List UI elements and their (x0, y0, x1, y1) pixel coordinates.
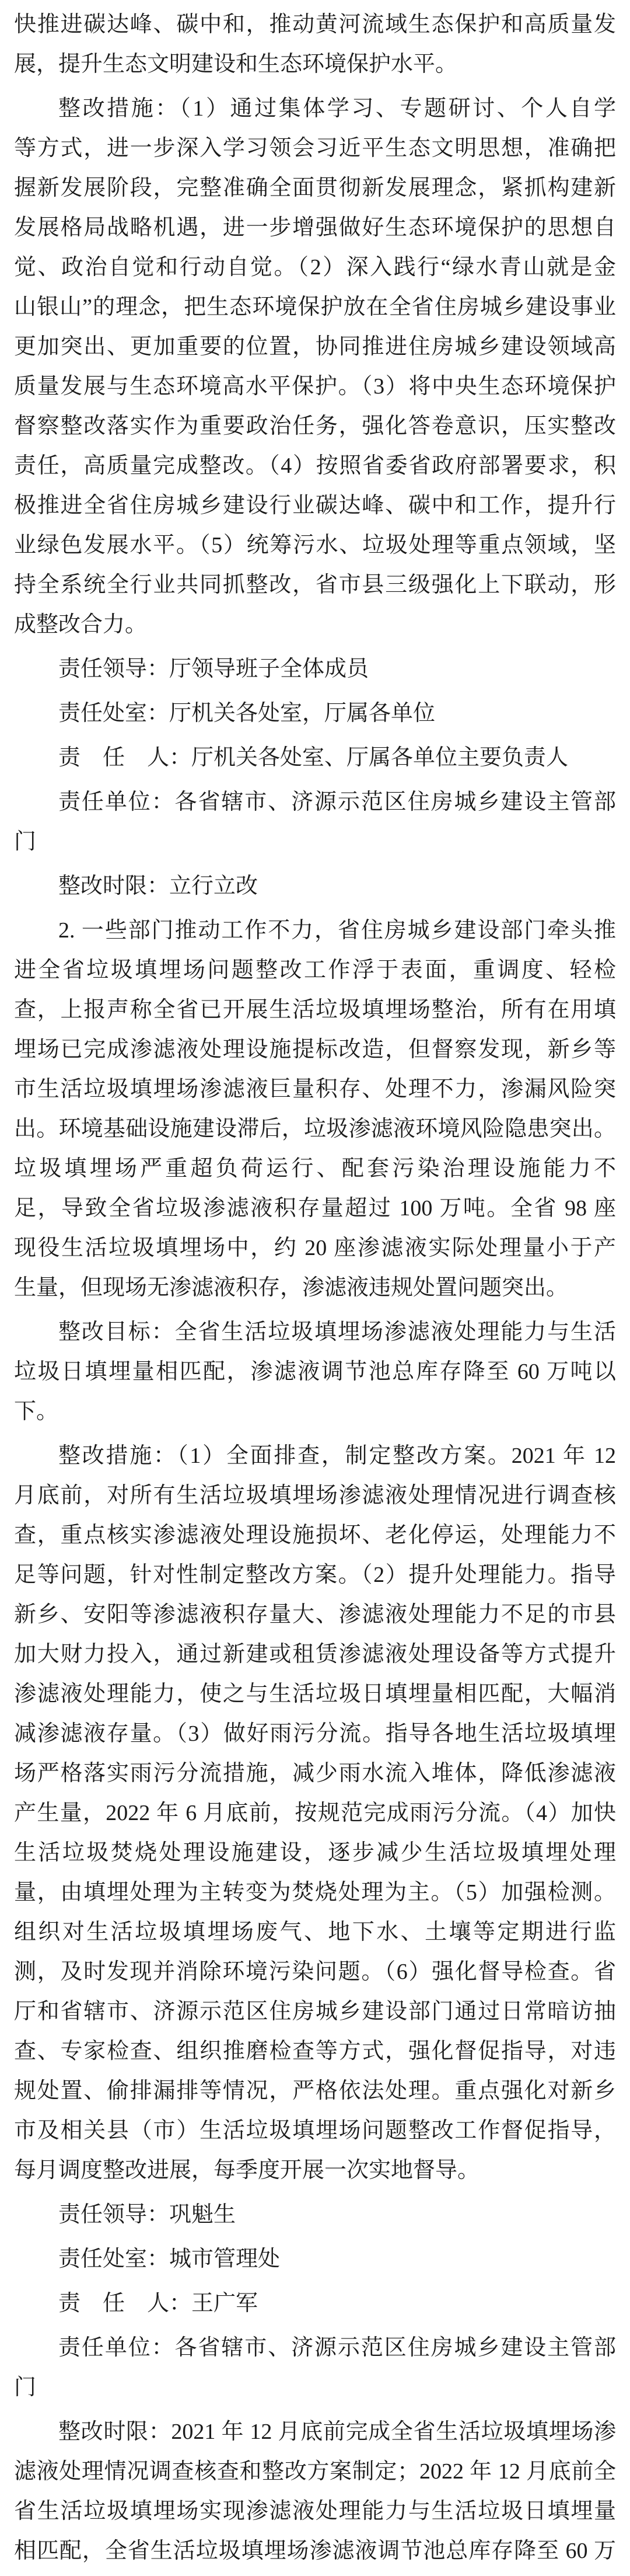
text-line: 生量，但现场无渗滤液积存，渗滤液违规处置问题突出。 (14, 1275, 569, 1300)
responsible-person-item-1 (14, 738, 616, 778)
text-line: 厅和省辖市、济源示范区住房城乡建设部门通过日常暗访抽 (14, 1999, 616, 2024)
text-line: 查，上报声称全省已开展生活垃圾填埋场整治，所有在用填 (14, 998, 616, 1022)
text-line: 山银山”的理念，把生态环境保护放在全省住房城乡建设事业 (14, 295, 616, 319)
text-line: 更加突出、更加重要的位置，协同推进住房城乡建设领域高 (14, 334, 616, 359)
text-line: 相匹配，全省生活垃圾填埋场渗滤液调节池总库存降至 60 万 (14, 2539, 616, 2563)
text-line: 整改措施：（1）通过集体学习、专题研讨、个人自学 (58, 96, 616, 121)
deadline-item-2 (14, 2412, 616, 2571)
text-line: 责 任 人：厅机关各处室、厅属各单位主要负责人 (58, 745, 569, 770)
text-line: 督察整改落实作为重要政治任务，强化答卷意识，压实整改 (14, 414, 616, 438)
text-line: 握新发展阶段，完整准确全面贯彻新发展理念，紧抓构建新 (14, 176, 616, 200)
text-line: 持全系统全行业共同抓整改，省市县三级强化上下联动，形 (14, 573, 616, 597)
text-line: 门 (14, 2375, 37, 2400)
text-line: 发展格局战略机遇，进一步增强做好生态环境保护的思想自 (14, 215, 616, 240)
text-line: 成整改合力。 (14, 612, 148, 637)
text-line: 市及相关县（市）生活垃圾填埋场问题整改工作督促指导， (14, 2118, 616, 2143)
text-line: 责 任 人：王广军 (58, 2291, 258, 2316)
text-line: 规处置、偷排漏排等情况，严格依法处理。重点强化对新乡 (14, 2079, 616, 2103)
text-line: 等方式，进一步深入学习领会习近平生态文明思想，准确把 (14, 136, 616, 161)
text-line: 查、专家检查、组织推磨检查等方式，强化督促指导，对违 (14, 2039, 616, 2063)
responsible-leader-item-2 (14, 2195, 616, 2235)
text-line: 觉、政治自觉和行动自觉。（2）深入践行“绿水青山就是金 (14, 255, 616, 280)
text-line: 滤液处理情况调查核查和整改方案制定；2022 年 12 月底前全 (14, 2459, 616, 2484)
text-line: 月底前，对所有生活垃圾填埋场渗滤液处理情况进行调查核 (14, 1483, 616, 1508)
text-line: 出。环境基础设施建设滞后，垃圾渗滤液环境风险隐患突出。 (14, 1117, 616, 1141)
problem-paragraph-item-2 (14, 911, 616, 1308)
text-line: 垃圾日填埋量相匹配，渗滤液调节池总库存降至 60 万吨以 (14, 1360, 616, 1384)
text-line: 责任单位：各省辖市、济源示范区住房城乡建设主管部 (58, 790, 616, 814)
text-line: 组织对生活垃圾填埋场废气、地下水、土壤等定期进行监 (14, 1920, 616, 1944)
text-line: 场严格落实雨污分流措施，减少雨水流入堆体，降低渗滤液 (14, 1761, 616, 1786)
text-line: 整改目标：全省生活垃圾填埋场渗滤液处理能力与生活 (58, 1320, 616, 1344)
text-line: 减渗滤液存量。（3）做好雨污分流。指导各地生活垃圾填埋 (14, 1721, 616, 1746)
text-line: 责任领导：厅领导班子全体成员 (58, 657, 369, 681)
text-line: 量，由填埋处理为主转变为焚烧处理为主。（5）加强检测。 (14, 1880, 616, 1905)
text-line: 业绿色发展水平。（5）统筹污水、垃圾处理等重点领域，坚 (14, 533, 616, 557)
text-line: 查，重点核实渗滤液处理设施损坏、老化停运，处理能力不 (14, 1523, 616, 1547)
responsible-person-item-2 (14, 2284, 616, 2323)
text-line: 2. 一些部门推动工作不力，省住房城乡建设部门牵头推 (58, 918, 616, 943)
text-line: 责任单位：各省辖市、济源示范区住房城乡建设主管部 (58, 2336, 616, 2360)
text-line: 渗滤液处理能力，使之与生活垃圾日填埋量相匹配，大幅消 (14, 1682, 616, 1706)
text-line: 整改时限：立行立改 (58, 874, 258, 898)
text-line: 足，导致全省垃圾渗滤液积存量超过 100 万吨。全省 98 座 (14, 1196, 616, 1221)
text-line: 责任领导：巩魁生 (58, 2202, 236, 2227)
text-line: 省生活垃圾填埋场实现渗滤液处理能力与生活垃圾日填埋量 (14, 2499, 616, 2523)
text-line: 测，及时发现并消除环境污染问题。（6）强化督导检查。省 (14, 1960, 616, 1984)
text-line: 产生量，2022 年 6 月底前，按规范完成雨污分流。（4）加快 (14, 1801, 616, 1825)
continuation-paragraph (14, 5, 616, 84)
text-line: 现役生活垃圾填埋场中，约 20 座渗滤液实际处理量小于产 (14, 1236, 616, 1260)
measures-paragraph-item-1 (14, 89, 616, 644)
responsible-office-item-2 (14, 2239, 616, 2279)
text-line: 整改时限：2021 年 12 月底前完成全省生活垃圾填埋场渗 (58, 2420, 616, 2444)
text-line: 展，提升生态文明建设和生态环境保护水平。 (14, 52, 458, 76)
text-line: 整改措施：（1）全面排查，制定整改方案。2021 年 12 (58, 1444, 616, 1468)
text-line: 足等问题，针对性制定整改方案。（2）提升处理能力。指导 (14, 1563, 616, 1587)
responsible-unit-item-2 (14, 2328, 616, 2407)
text-line: 快推进碳达峰、碳中和，推动黄河流域生态保护和高质量发 (14, 12, 616, 37)
text-line: 市生活垃圾填埋场渗滤液巨量积存、处理不力，渗漏风险突 (14, 1077, 616, 1101)
text-line: 下。 (14, 1399, 59, 1424)
text-line: 垃圾填埋场严重超负荷运行、配套污染治理设施能力不 (14, 1156, 616, 1181)
text-line: 责任处室：城市管理处 (58, 2247, 281, 2271)
responsible-unit-item-1 (14, 782, 616, 862)
text-line: 极推进全省住房城乡建设行业碳达峰、碳中和工作，提升行 (14, 493, 616, 518)
measures-paragraph-item-2 (14, 1436, 616, 2190)
text-line: 质量发展与生态环境高水平保护。（3）将中央生态环境保护 (14, 374, 616, 399)
text-line: 进全省垃圾填埋场问题整改工作浮于表面，重调度、轻检 (14, 958, 616, 982)
text-line: 责任，高质量完成整改。（4）按照省委省政府部署要求，积 (14, 454, 616, 478)
responsible-leader-item-1 (14, 649, 616, 689)
target-paragraph-item-2 (14, 1312, 616, 1431)
text-line: 每月调度整改进展，每季度开展一次实地督导。 (14, 2158, 480, 2183)
text-line: 门 (14, 829, 37, 854)
text-line: 责任处室：厅机关各处室，厅属各单位 (58, 701, 436, 726)
text-line: 生活垃圾焚烧处理设施建设，逐步减少生活垃圾填埋处理 (14, 1841, 616, 1865)
text-line: 加大财力投入，通过新建或租赁渗滤液处理设备等方式提升 (14, 1642, 616, 1667)
text-line: 新乡、安阳等渗滤液积存量大、渗滤液处理能力不足的市县 (14, 1602, 616, 1627)
text-line: 埋场已完成渗滤液处理设施提标改造，但督察发现，新乡等 (14, 1037, 616, 1062)
deadline-item-1 (14, 866, 616, 906)
responsible-office-item-1 (14, 693, 616, 733)
